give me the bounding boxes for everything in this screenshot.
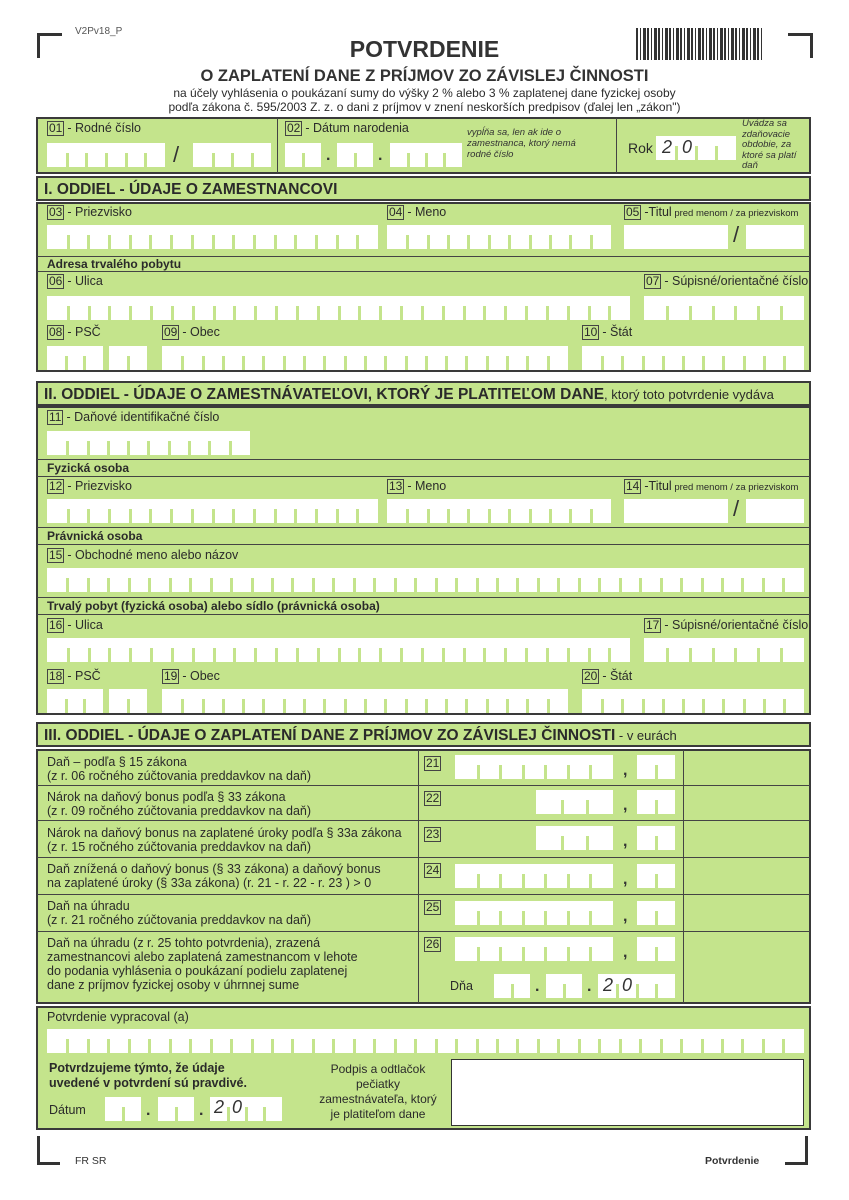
employee-city-input[interactable]: [162, 346, 568, 370]
corner-mark-bottom-left: [37, 1136, 60, 1165]
signature-stamp-box[interactable]: [451, 1059, 804, 1126]
employee-street-input[interactable]: [47, 296, 630, 320]
rodne-cislo-part2-input[interactable]: [193, 143, 271, 167]
confirmation-statement: Potvrdzujeme týmto, že údaje uvedené v potvrdení sú pravdivé.: [49, 1061, 247, 1090]
employer-psc-part2-input[interactable]: [109, 689, 147, 713]
corner-mark-bottom-right: [785, 1136, 808, 1165]
row-24-number: 24: [426, 863, 440, 877]
rodne-cislo-part1-input[interactable]: [47, 143, 165, 167]
field-04-label: 04 - Meno: [389, 205, 447, 219]
employer-address-title: Trvalý pobyt (fyzická osoba) alebo sídlo (právnická osoba): [47, 599, 380, 613]
row-21-amount-input[interactable]: [455, 755, 613, 779]
row-24-cents-input[interactable]: [637, 864, 675, 888]
row-26-cents-input[interactable]: [637, 937, 675, 961]
natural-person-title: Fyzická osoba: [47, 461, 130, 475]
row-22-number: 22: [426, 791, 440, 805]
employer-country-input[interactable]: [582, 689, 804, 713]
prepared-by-label: Potvrdenie vypracoval (a): [47, 1010, 189, 1024]
row-25-description: Daň na úhradu (z r. 21 ročného zúčtovania preddavkov na daň): [47, 899, 312, 927]
dna-month-input[interactable]: [546, 974, 582, 998]
field-07-label: 07 - Súpisné/orientačné číslo: [646, 274, 809, 288]
rok-label: Rok: [628, 140, 653, 156]
employer-surname-input[interactable]: [47, 499, 378, 523]
employer-title-after-input[interactable]: [746, 499, 804, 523]
field-09-label: 09 - Obec: [164, 325, 220, 339]
employer-business-name-input[interactable]: [47, 568, 804, 592]
section-3-header: III. ODDIEL - ÚDAJE O ZAPLATENÍ DANE Z PRÍJMOV ZO ZÁVISLEJ ČINNOSTI - v eurách: [36, 722, 811, 747]
field-01-label: 01 - Rodné číslo: [49, 121, 142, 135]
birth-day-input[interactable]: [285, 143, 321, 167]
employer-psc-part1-input[interactable]: [47, 689, 103, 713]
field-06-label: 06 - Ulica: [49, 274, 103, 288]
section-2-header: II. ODDIEL - ÚDAJE O ZAMESTNÁVATEĽOVI, KTORÝ JE PLATITEĽOM DANE, ktorý toto potvrdenie vydáva: [36, 381, 811, 406]
field-15-label: 15 - Obchodné meno alebo názov: [49, 548, 239, 562]
row-23-description: Nárok na daňový bonus na zaplatené úroky podľa § 33a zákona (z r. 15 ročného zúčtovania preddavkov na daň): [47, 826, 402, 854]
employee-psc-part2-input[interactable]: [109, 346, 147, 370]
datum-month-input[interactable]: [158, 1097, 194, 1121]
field-19-label: 19 - Obec: [164, 669, 220, 683]
prepared-by-input[interactable]: [47, 1029, 804, 1053]
employee-psc-part1-input[interactable]: [47, 346, 103, 370]
employer-house-number-input[interactable]: [644, 638, 804, 662]
form-title: POTVRDENIE: [349, 36, 500, 62]
field-20-label: 20 - Štát: [584, 669, 633, 683]
row-24-amount-input[interactable]: [455, 864, 613, 888]
row-22-amount-input[interactable]: [536, 790, 613, 814]
dna-day-input[interactable]: [494, 974, 530, 998]
row-25-amount-input[interactable]: [455, 901, 613, 925]
rodne-cislo-separator: /: [173, 142, 180, 167]
datum-day-input[interactable]: [105, 1097, 141, 1121]
row-22-description: Nárok na daňový bonus podľa § 33 zákona (z r. 09 ročného zúčtovania preddavkov na daň): [47, 790, 312, 818]
row-24-description: Daň znížená o daňový bonus (§ 33 zákona) a daňový bonus na zaplatené úroky (§ 33a zákona) (r. 21 - r. 22 - r. 23 ) > 0: [47, 862, 381, 890]
rok-note: Uvádza sa zdaňovacie obdobie, za ktoré sa platí daň: [742, 118, 797, 171]
employer-title-before-input[interactable]: [624, 499, 728, 523]
signature-label: Podpis a odtlačok pečiatky zamestnávateľa, ktorý je platiteľom dane: [319, 1062, 437, 1121]
row-21-cents-input[interactable]: [637, 755, 675, 779]
birth-month-input[interactable]: [337, 143, 373, 167]
employee-house-number-input[interactable]: [644, 296, 804, 320]
row-26-number: 26: [426, 937, 440, 951]
row-23-number: 23: [426, 827, 440, 841]
birth-date-note: vypĺňa sa, len ak ide o zamestnanca, ktorý nemá rodné číslo: [467, 127, 576, 160]
section-1-header: I. ODDIEL - ÚDAJE O ZAMESTNANCOVI: [36, 176, 811, 201]
employee-title-after-input[interactable]: [746, 225, 804, 249]
row-23-cents-input[interactable]: [637, 826, 675, 850]
field-13-label: 13 - Meno: [389, 479, 447, 493]
employee-name-input[interactable]: [387, 225, 611, 249]
barcode-icon: [636, 28, 764, 60]
field-11-label: 11 - Daňové identifikačné číslo: [49, 410, 220, 424]
employer-name-input[interactable]: [387, 499, 611, 523]
footer-right: Potvrdenie: [705, 1155, 760, 1167]
row-21-description: Daň – podľa § 15 zákona (z r. 06 ročného zúčtovania preddavkov na daň): [47, 755, 312, 783]
field-05-label: 05 -Titul pred menom / za priezviskom: [626, 205, 799, 219]
field-18-label: 18 - PSČ: [49, 669, 101, 683]
employee-country-input[interactable]: [582, 346, 804, 370]
footer-left: FR SR: [75, 1155, 107, 1167]
birth-year-input[interactable]: [390, 143, 462, 167]
employer-city-input[interactable]: [162, 689, 568, 713]
field-03-label: 03 - Priezvisko: [49, 205, 132, 219]
field-12-label: 12 - Priezvisko: [49, 479, 132, 493]
field-08-label: 08 - PSČ: [49, 325, 101, 339]
employee-surname-input[interactable]: [47, 225, 378, 249]
field-10-label: 10 - Štát: [584, 325, 633, 339]
row-22-cents-input[interactable]: [637, 790, 675, 814]
dna-label: Dňa: [450, 979, 473, 993]
row-25-number: 25: [426, 900, 440, 914]
field-02-label: 02 - Dátum narodenia: [287, 121, 409, 135]
legal-person-title: Právnická osoba: [47, 529, 143, 543]
form-code: V2Pv18_P: [75, 26, 123, 37]
employer-dic-input[interactable]: [47, 431, 250, 455]
row-23-amount-input[interactable]: [536, 826, 613, 850]
address-section-title: Adresa trvalého pobytu: [47, 257, 182, 271]
row-26-description: Daň na úhradu (z r. 25 tohto potvrdenia), zrazená zamestnancovi alebo zaplatená zamestnancom v lehote do podania vyhlásenia o poukázaní podielu zaplatenej dane z príjmov fyzickej osoby v úhrnnej sume: [47, 936, 358, 992]
form-description-2: podľa zákona č. 595/2003 Z. z. o dani z príjmov v znení neskorších predpisov (ďalej len „zákon"): [168, 100, 681, 114]
row-21-number: 21: [426, 756, 440, 770]
form-description-1: na účely vyhlásenia o poukázaní sumy do výšky 2 % alebo 3 % zaplatenej dane fyzickej osoby: [173, 86, 676, 100]
field-14-label: 14 -Titul pred menom / za priezviskom: [626, 479, 799, 493]
field-17-label: 17 - Súpisné/orientačné číslo: [646, 618, 809, 632]
employee-title-before-input[interactable]: [624, 225, 728, 249]
form-subtitle: O ZAPLATENÍ DANE Z PRÍJMOV ZO ZÁVISLEJ ČINNOSTI: [200, 67, 649, 85]
row-25-cents-input[interactable]: [637, 901, 675, 925]
field-16-label: 16 - Ulica: [49, 618, 103, 632]
datum-label: Dátum: [49, 1103, 86, 1117]
employer-street-input[interactable]: [47, 638, 630, 662]
row-26-amount-input[interactable]: [455, 937, 613, 961]
